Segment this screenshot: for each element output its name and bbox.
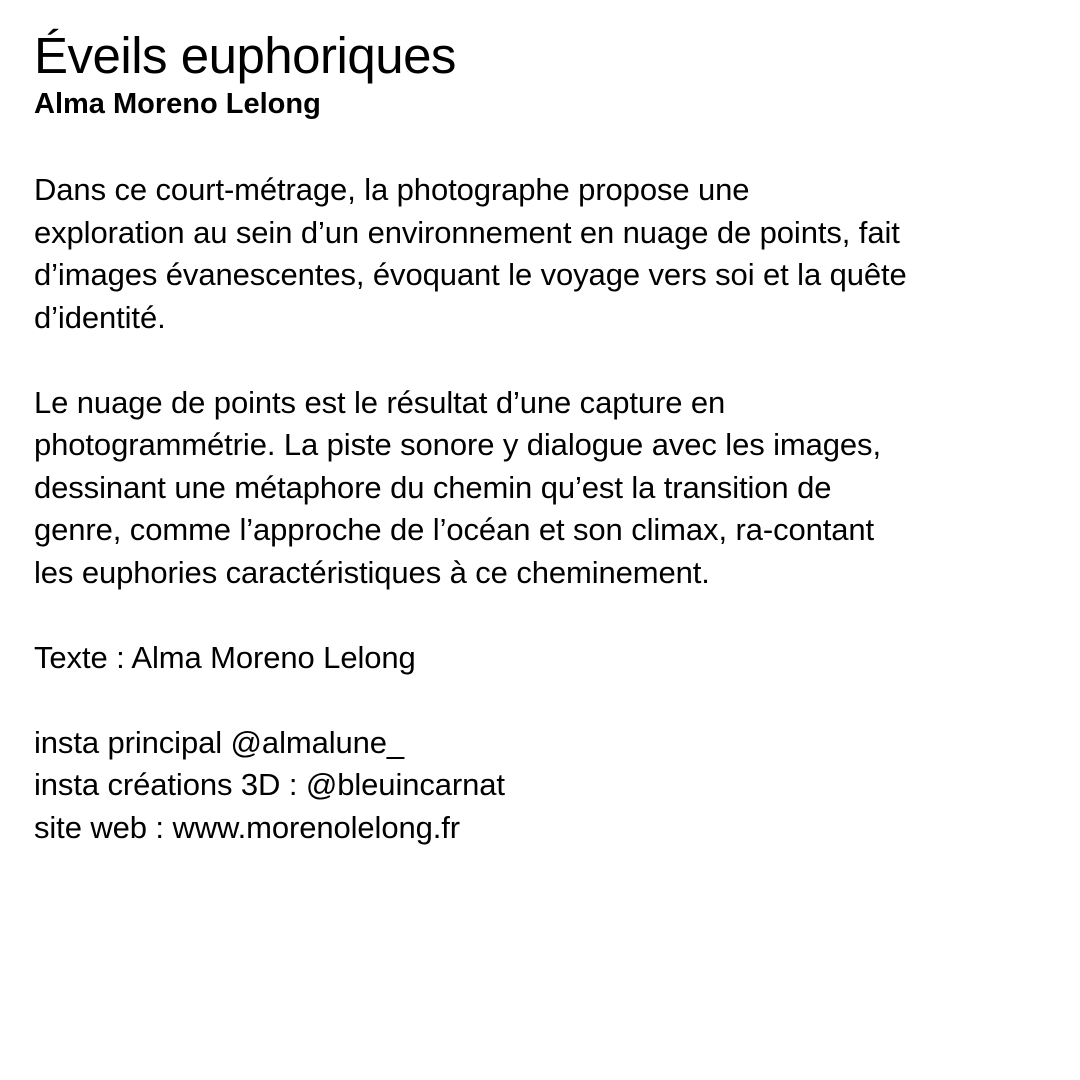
website-link: site web : www.morenolelong.fr (34, 809, 461, 845)
paragraph-gap (34, 594, 1064, 637)
paragraph-1-line-2: exploration au sein d’un environnement en nuage de points, fait (34, 214, 900, 250)
instagram-main-link: insta principal @almalune_ (34, 724, 405, 760)
instagram-3d-link: insta créations 3D : @bleuincarnat (34, 767, 505, 802)
paragraph-2-line-3: dessinant une métaphore du chemin qu’est la transition de (34, 469, 832, 505)
paragraph-2-line-2: photogrammétrie. La piste sonore y dialogue avec les images, (34, 427, 881, 462)
paragraph-2-line-4: genre, comme l’approche de l’océan et son climax, ra-contant (34, 512, 875, 547)
paragraph-2-line-5: les euphories caractéristiques à ce cheminement. (34, 554, 710, 590)
text-card (34, 26, 1064, 849)
paragraph-1-line-4: d’identité. (34, 299, 166, 335)
paragraph-1-line-1: Dans ce court-métrage, la photographe propose une (34, 172, 750, 207)
paragraph-1-line-3: d’images évanescentes, évoquant le voyage vers soi et la quête (34, 257, 907, 292)
paragraph-2-line-1: Le nuage de points est le résultat d’une capture en (34, 384, 726, 420)
text-credit: Texte : Alma Moreno Lelong (34, 639, 416, 675)
page-title: Éveils euphoriques (34, 27, 456, 84)
description (34, 169, 1064, 849)
author-name: Alma Moreno Lelong (34, 88, 321, 120)
paragraph-gap (34, 679, 1064, 722)
paragraph-gap (34, 339, 1064, 382)
